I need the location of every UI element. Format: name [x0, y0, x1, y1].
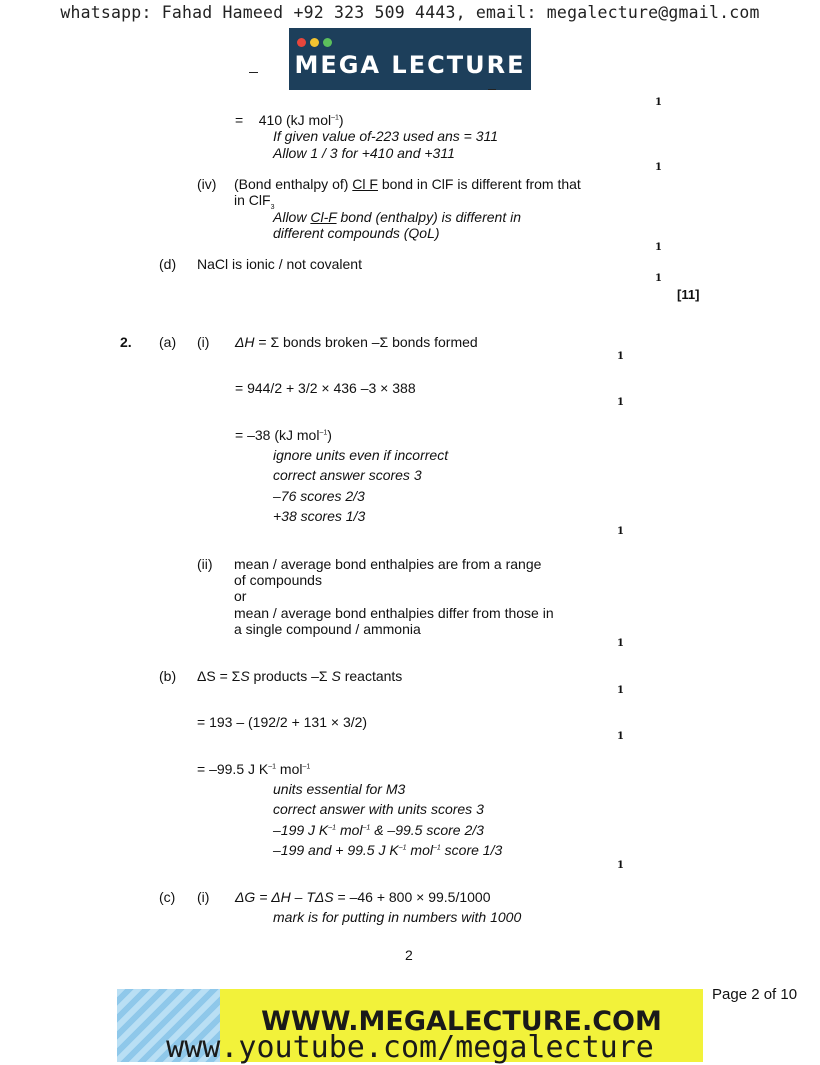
logo-dot-red [297, 38, 306, 47]
question-number: 2. [120, 334, 132, 350]
answer-text: mol [279, 761, 303, 777]
logo-dot-yellow [310, 38, 319, 47]
equals: = [235, 112, 244, 128]
footer-website[interactable]: WWW.MEGALECTURE.COM [261, 1006, 662, 1037]
mark: 1 [655, 242, 662, 253]
superscript: –1 [432, 844, 441, 852]
mega-lecture-logo [289, 28, 531, 90]
answer-line: mean / average bond enthalpies are from a range [234, 556, 542, 572]
note-text: Allow [273, 209, 307, 225]
answer-line [197, 668, 402, 684]
answer-text: = Σ bonds broken –Σ bonds formed [258, 334, 478, 350]
superscript: –1 [398, 844, 407, 852]
answer-line: or [234, 588, 247, 604]
delta-g: ΔG [235, 889, 256, 905]
superscript: –1 [319, 429, 328, 437]
note-line: correct answer scores 3 [273, 467, 422, 483]
answer-text: ΔS = Σ [197, 668, 241, 684]
answer-text: in ClF [234, 192, 271, 208]
note-line: +38 scores 1/3 [273, 508, 366, 524]
logo-dot-green [323, 38, 332, 47]
dash-mark [249, 72, 258, 73]
answer-line [234, 176, 581, 192]
answer-line: a single compound / ammonia [234, 621, 421, 637]
mark: 1 [617, 526, 624, 537]
part-label-c: (c) [159, 889, 176, 905]
bond-text: Cl-F [310, 209, 337, 225]
note-text: score 1/3 [444, 842, 503, 858]
answer-line [235, 334, 478, 350]
mark: 1 [655, 97, 662, 108]
answer-text: bond in ClF is different from that [381, 176, 581, 192]
note-line: different compounds (QoL) [273, 225, 440, 241]
note-text: –199 J K [273, 822, 329, 838]
footer-youtube[interactable]: www.youtube.com/megalecture [166, 1030, 654, 1065]
mark: 1 [617, 685, 624, 696]
part-label-d: (d) [159, 256, 177, 272]
subscript: 3 [270, 203, 275, 211]
superscript: –1 [331, 114, 339, 122]
note-line [273, 842, 502, 858]
note-text: & –99.5 score 2/3 [374, 822, 484, 838]
note-line: If given value of-223 used ans = 311 [273, 128, 499, 144]
answer-text: products –Σ [253, 668, 328, 684]
note-text: mol [339, 822, 363, 838]
answer-line [197, 761, 310, 777]
mark: 1 [617, 351, 624, 362]
note-line: Allow 1 / 3 for +410 and +311 [273, 145, 455, 161]
answer-line [235, 112, 344, 128]
answer-line: of compounds [234, 572, 322, 588]
answer-text: = –46 + 800 × 99.5/1000 [337, 889, 491, 905]
mark: 1 [655, 162, 662, 173]
delta-h: ΔH [235, 334, 255, 350]
part-label-ci: (i) [197, 889, 210, 905]
part-label-b: (b) [159, 668, 177, 684]
page-of-total: Page 2 of 10 [712, 986, 798, 1003]
note-text: bond (enthalpy) is different in [340, 209, 521, 225]
answer-text: = –38 (kJ mol [235, 427, 320, 443]
answer-line [234, 192, 275, 211]
note-text: mol [410, 842, 433, 858]
answer-line: NaCl is ionic / not covalent [197, 256, 362, 272]
superscript: –1 [302, 763, 311, 771]
part-label-iv: (iv) [197, 176, 217, 192]
superscript: –1 [328, 824, 337, 832]
answer-text: = –99.5 J K [197, 761, 269, 777]
mark: 1 [617, 731, 624, 742]
answer-text: 410 (kJ mol [258, 112, 332, 128]
answer-line: = 193 – (192/2 + 131 × 3/2) [197, 714, 368, 730]
superscript: –1 [362, 824, 371, 832]
note-line: mark is for putting in numbers with 1000 [273, 909, 522, 925]
question-total: [11] [677, 287, 700, 302]
dash-mark [488, 89, 496, 90]
note-line [273, 209, 521, 225]
note-line: units essential for M3 [273, 781, 406, 797]
answer-text: (Bond enthalpy of) [234, 176, 349, 192]
logo-text: MEGA LECTURE [294, 51, 526, 79]
answer-line [235, 889, 490, 905]
entropy-symbol: S [240, 668, 250, 684]
part-label-i: (i) [197, 334, 210, 350]
part-label-a: (a) [159, 334, 177, 350]
close-paren: ) [338, 112, 344, 128]
mark: 1 [617, 397, 624, 408]
answer-line [235, 427, 332, 443]
note-line [273, 822, 484, 838]
part-label-ii: (ii) [197, 556, 213, 572]
mark: 1 [617, 860, 624, 871]
mark: 1 [617, 638, 624, 649]
entropy-symbol: S [331, 668, 341, 684]
note-line: ignore units even if incorrect [273, 447, 449, 463]
note-line: correct answer with units scores 3 [273, 801, 484, 817]
contact-header: whatsapp: Fahad Hameed +92 323 509 4443, email: megalecture@gmail.com [60, 3, 760, 22]
answer-line: = 944/2 + 3/2 × 436 –3 × 388 [235, 380, 416, 396]
note-text: –199 and + 99.5 J K [273, 842, 399, 858]
bond-text: Cl F [352, 176, 378, 192]
note-line: –76 scores 2/3 [273, 488, 365, 504]
mark: 1 [655, 273, 662, 284]
answer-text: = ΔH – TΔS [259, 889, 334, 905]
page-number: 2 [405, 947, 413, 963]
answer-line: mean / average bond enthalpies differ from those in [234, 605, 554, 621]
superscript: –1 [268, 763, 277, 771]
close-paren: ) [327, 427, 332, 443]
answer-text: reactants [344, 668, 403, 684]
